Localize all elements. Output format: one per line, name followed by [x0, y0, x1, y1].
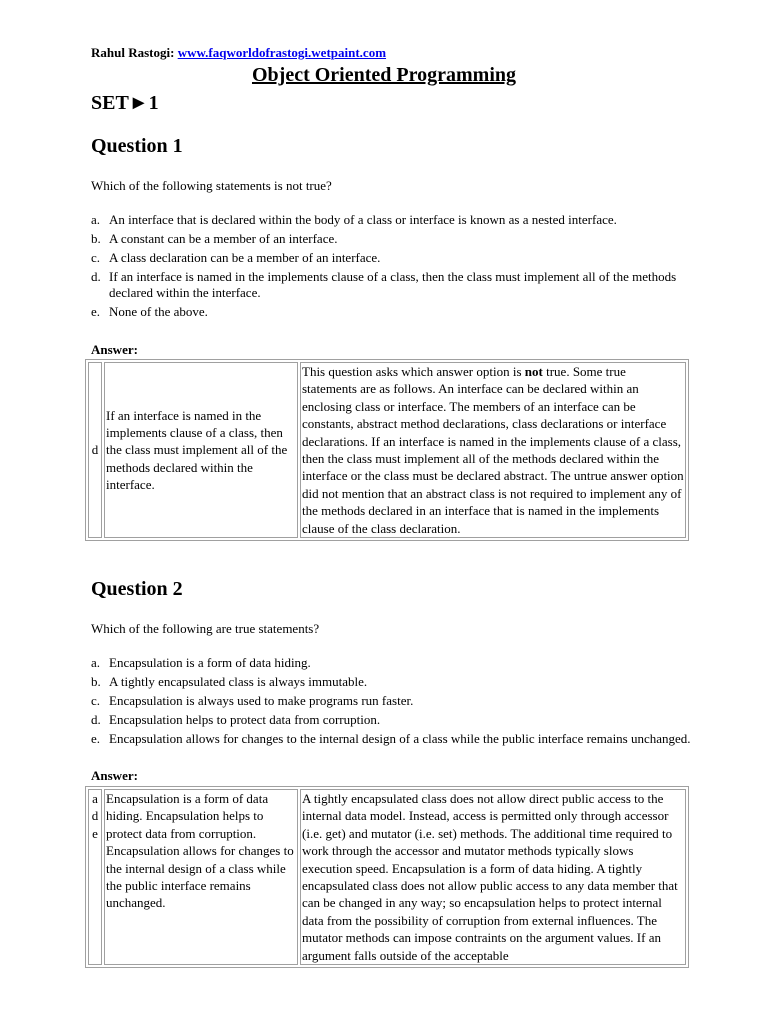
option-item	[91, 655, 691, 671]
answer-letters: a d e	[88, 789, 102, 965]
option-item	[91, 250, 691, 266]
set-label: SET►1	[91, 92, 159, 114]
option-item	[91, 212, 691, 228]
option-letter: e.	[91, 731, 101, 746]
option-letter: b.	[91, 231, 101, 246]
question-2-heading: Question 2	[91, 578, 183, 600]
option-letter: c.	[91, 250, 101, 265]
question-1-answer-table	[85, 359, 689, 541]
option-text: None of the above.	[109, 304, 208, 319]
option-item	[91, 269, 691, 301]
explanation-emphasis: not	[524, 364, 543, 379]
question-1-heading: Question 1	[91, 135, 183, 157]
author-label: Rahul Rastogi:	[91, 45, 175, 60]
answer-summary: Encapsulation is a form of data hiding. Encapsulation helps to protect data from corruption. Encapsulation allows for changes to the internal design of a class while the public interface remains unchanged.	[104, 789, 298, 965]
answer-summary: If an interface is named in the implements clause of a class, then the class must implement all of the methods declared within the interface.	[104, 362, 298, 538]
option-item	[91, 674, 691, 690]
explanation-text: A tightly encapsulated class does not allow direct public access to the internal data model. Instead, access is permitted only through accessor (i.e. get) and mutator (i.e. set) methods. The additional time required to work through the accessor and mutator methods typically slows execution speed. Encapsulation is a form of data hiding. A tightly encapsulated class does not allow public access to any data member that can be changed in any way; so encapsulation helps to protect internal data from the possibility of corruption from external influences. The mutator methods can impose contraints on the argument values. If an argument falls outside of the acceptable	[302, 791, 678, 963]
author-line	[91, 45, 386, 61]
option-letter: c.	[91, 693, 101, 708]
option-item	[91, 231, 691, 247]
option-text: Encapsulation is a form of data hiding.	[109, 655, 311, 670]
option-text: A class declaration can be a member of an interface.	[109, 250, 381, 265]
document-title: Object Oriented Programming	[251, 64, 516, 86]
option-item	[91, 712, 691, 728]
option-letter: a.	[91, 212, 101, 227]
table-row	[88, 789, 686, 965]
explanation-text: true. Some true statements are as follows. An interface can be declared within an enclosing class or interface. The members of an interface can be constants, abstract method declarations, class declarations or interface declarations. If an interface is named in the implements clause of a class, then the class must implement all of the methods declared within the interface or the class must be declared abstract. The untrue answer option did not mention that an abstract class is not required to implement any of the methods declared in an interface that is named in the implements clause of the class declaration.	[302, 364, 684, 536]
option-letter: d.	[91, 712, 101, 727]
option-item	[91, 731, 691, 747]
question-2-text: Which of the following are true statements?	[91, 621, 320, 636]
question-2-options	[91, 655, 691, 750]
option-text: If an interface is named in the implements clause of a class, then the class must implement all of the methods declared within the interface.	[109, 269, 677, 300]
option-letter: d.	[91, 269, 101, 284]
question-1-options	[91, 212, 691, 323]
table-row	[88, 362, 686, 538]
option-item	[91, 304, 691, 320]
question-1-text: Which of the following statements is not true?	[91, 178, 332, 193]
explanation-text: This question asks which answer option is	[302, 364, 525, 379]
option-text: Encapsulation is always used to make programs run faster.	[109, 693, 414, 708]
answer-letters: d	[88, 362, 102, 538]
option-item	[91, 693, 691, 709]
option-text: Encapsulation allows for changes to the internal design of a class while the public interface remains unchanged.	[109, 731, 691, 746]
answer-explanation	[300, 789, 686, 965]
option-letter: a.	[91, 655, 101, 670]
answer-explanation	[300, 362, 686, 538]
option-text: Encapsulation helps to protect data from corruption.	[109, 712, 381, 727]
option-text: A constant can be a member of an interface.	[109, 231, 338, 246]
author-website-link[interactable]: www.faqworldofrastogi.wetpaint.com	[177, 45, 387, 60]
option-text: An interface that is declared within the body of a class or interface is known as a nested interface.	[109, 212, 617, 227]
option-letter: b.	[91, 674, 101, 689]
question-2-answer-table	[85, 786, 689, 968]
option-text: A tightly encapsulated class is always immutable.	[109, 674, 368, 689]
question-1-answer-label: Answer:	[91, 342, 138, 357]
option-letter: e.	[91, 304, 101, 319]
question-2-answer-label: Answer:	[91, 768, 138, 783]
